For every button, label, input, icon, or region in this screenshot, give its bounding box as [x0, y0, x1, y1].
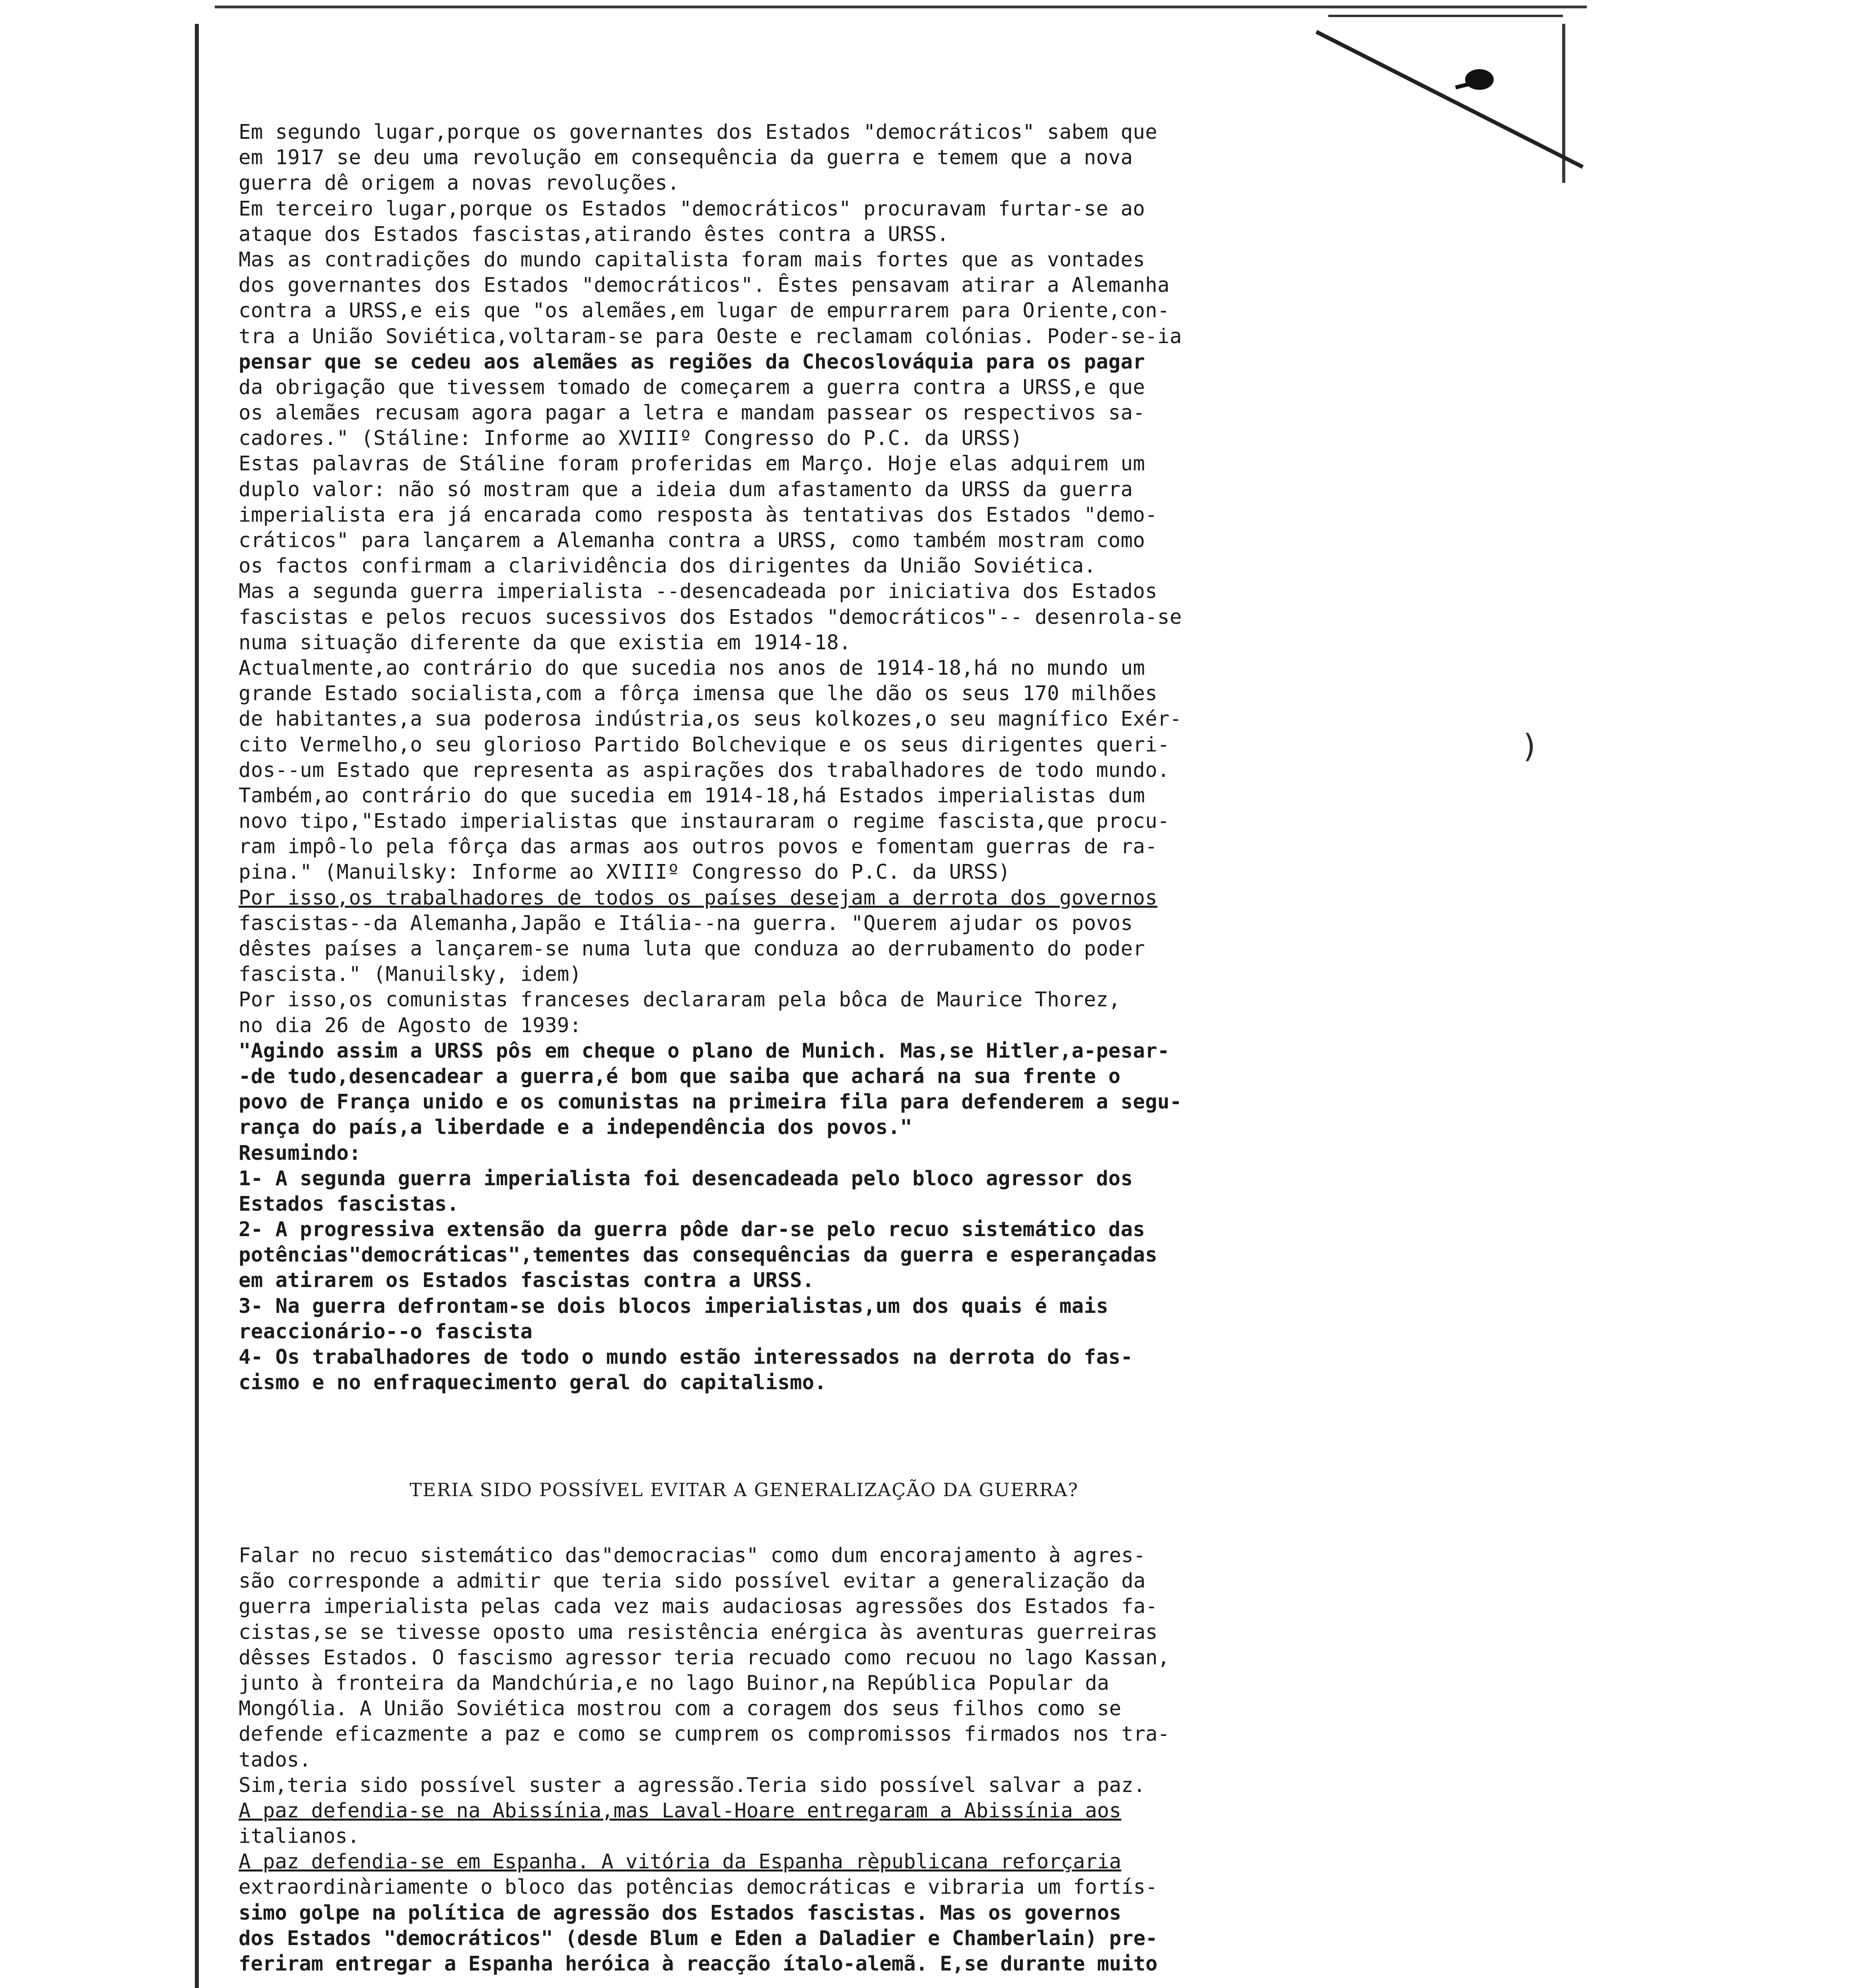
text-line: no dia 26 de Agosto de 1939: — [239, 1013, 582, 1037]
text-line: Estados fascistas. — [239, 1192, 459, 1215]
text-line: Falar no recuo sistemático das"democracias" como dum encorajamento à agres- — [239, 1543, 1146, 1567]
text-line: grande Estado socialista,com a fôrça imensa que lhe dão os seus 170 milhões — [239, 681, 1158, 705]
text-line: dos governantes dos Estados "democráticos". Êstes pensavam atirar a Alemanha — [239, 273, 1170, 297]
section-heading: TERIA SIDO POSSÍVEL EVITAR A GENERALIZAÇÃO DA GUERRA? — [410, 1479, 1079, 1501]
text-line: extraordinàriamente o bloco das potências democráticas e vibraria um fortís- — [239, 1875, 1158, 1899]
text-line: cistas,se se tivesse oposto uma resistência enérgica às aventuras guerreiras — [239, 1620, 1158, 1644]
text-line: os factos confirmam a clarividência dos dirigentes da União Soviética. — [239, 554, 1096, 578]
text-line: cráticos" para lançarem a Alemanha contra a URSS, como também mostram como — [239, 528, 1145, 552]
text-line: "Agindo assim a URSS pôs em cheque o plano de Munich. Mas,se Hitler,a-pesar- — [239, 1039, 1170, 1062]
text-line: feriram entregar a Espanha heróica à reacção ítalo-alemã. E,se durante muito — [239, 1952, 1158, 1975]
text-line: cismo e no enfraquecimento geral do capitalismo. — [239, 1371, 827, 1394]
text-line: ataque dos Estados fascistas,atirando êstes contra a URSS. — [239, 222, 949, 246]
text-line: Em segundo lugar,porque os governantes dos Estados "democráticos" sabem que — [239, 120, 1158, 144]
text-line: Actualmente,ao contrário do que sucedia nos anos de 1914-18,há no mundo um — [239, 656, 1145, 679]
text-line: numa situação diferente da que existia em 1914-18. — [239, 630, 851, 654]
text-line: da obrigação que tivessem tomado de começarem a guerra contra a URSS,e que — [239, 375, 1145, 399]
text-line-underlined: A paz defendia-se na Abissínia,mas Laval-Hoare entregaram a Abissínia aos — [239, 1798, 1121, 1822]
page-edge-left — [195, 24, 199, 1988]
text-line: os alemães recusam agora pagar a letra e mandam passear os respectivos sa- — [239, 401, 1145, 425]
text-line: tados. — [239, 1747, 311, 1771]
text-line-underlined: Por isso,os trabalhadores de todos os países desejam a derrota dos governos — [239, 885, 1158, 909]
text-line: povo de França unido e os comunistas na primeira fila para defenderem a segu- — [239, 1090, 1182, 1114]
text-line: pina." (Manuilsky: Informe ao XVIIIº Congresso do P.C. da URSS) — [239, 860, 1011, 884]
text-line: dos Estados "democráticos" (desde Blum e Eden a Daladier e Chamberlain) pre- — [239, 1926, 1158, 1950]
text-line: Mas as contradições do mundo capitalista foram mais fortes que as vontades — [239, 247, 1145, 271]
text-line: fascistas--da Alemanha,Japão e Itália--na guerra. "Querem ajudar os povos — [239, 911, 1133, 935]
text-line: Resumindo: — [239, 1141, 361, 1165]
text-line: dêstes países a lançarem-se numa luta que conduza ao derrubamento do poder — [239, 937, 1145, 960]
text-line: -de tudo,desencadear a guerra,é bom que saiba que achará na sua frente o — [239, 1064, 1121, 1088]
text-line: Sim,teria sido possível suster a agressão.Teria sido possível salvar a paz. — [239, 1773, 1146, 1797]
text-line: em 1917 se deu uma revolução em consequência da guerra e temem que a nova — [239, 146, 1133, 169]
text-line: guerra dê origem a novas revoluções. — [239, 171, 680, 195]
text-line: novo tipo,"Estado imperialistas que instauraram o regime fascista,que procu- — [239, 809, 1170, 833]
text-line: italianos. — [239, 1824, 360, 1848]
text-line: Mongólia. A União Soviética mostrou com a coragem dos seus filhos como se — [239, 1697, 1121, 1720]
text-line: pensar que se cedeu aos alemães as regiões da Checoslováquia para os pagar — [239, 349, 1145, 373]
text-line: cito Vermelho,o seu glorioso Partido Bolchevique e os seus dirigentes queri- — [239, 732, 1170, 756]
text-line: potências"democráticas",tementes das consequências da guerra e esperançadas — [239, 1243, 1158, 1267]
text-line: Em terceiro lugar,porque os Estados "democráticos" procuravam furtar-se ao — [239, 196, 1145, 220]
text-line: Mas a segunda guerra imperialista --desencadeada por iniciativa dos Estados — [239, 579, 1158, 603]
text-line: Estas palavras de Stáline foram proferidas em Março. Hoje elas adquirem um — [239, 452, 1145, 476]
text-line: defende eficazmente a paz e como se cumprem os compromissos firmados nos tra- — [239, 1722, 1170, 1746]
text-line: simo golpe na política de agressão dos Estados fascistas. Mas os governos — [239, 1901, 1121, 1924]
text-line: fascistas e pelos recuos sucessivos dos Estados "democráticos"-- desenrola-se — [239, 605, 1182, 629]
text-line: dos--um Estado que representa as aspirações dos trabalhadores de todo mundo. — [239, 758, 1170, 782]
text-line: ram impô-lo pela fôrça das armas aos outros povos e fomentam guerras de ra- — [239, 835, 1158, 858]
text-line: 1- A segunda guerra imperialista foi desencadeada pelo bloco agressor dos — [239, 1166, 1133, 1190]
text-line: imperialista era já encarada como resposta às tentativas dos Estados "demo- — [239, 503, 1158, 526]
text-line: junto à fronteira da Mandchúria,e no lago Buinor,na República Popular da — [239, 1671, 1110, 1695]
text-line: rança do país,a liberdade e a independência dos povos." — [239, 1115, 913, 1139]
text-line: cadores." (Stáline: Informe ao XVIIIº Congresso do P.C. da URSS) — [239, 426, 1023, 450]
text-line: em atirarem os Estados fascistas contra a URSS. — [239, 1268, 814, 1292]
text-line: 3- Na guerra defrontam-se dois blocos imperialistas,um dos quais é mais — [239, 1294, 1109, 1318]
text-line: Por isso,os comunistas franceses declararam pela bôca de Maurice Thorez, — [239, 988, 1121, 1011]
text-line: tra a União Soviética,voltaram-se para Oeste e reclamam colónias. Poder-se-ia — [239, 324, 1182, 348]
text-line: fascista." (Manuilsky, idem) — [239, 962, 582, 986]
text-line: reaccionário--o fascista — [239, 1319, 533, 1343]
text-line: guerra imperialista pelas cada vez mais audaciosas agressões dos Estados fa- — [239, 1594, 1158, 1618]
text-line: 2- A progressiva extensão da guerra pôde dar-se pelo recuo sistemático das — [239, 1217, 1145, 1241]
text-line: duplo valor: não só mostram que a ideia dum afastamento da URSS da guerra — [239, 477, 1133, 501]
text-line-underlined: A paz defendia-se em Espanha. A vitória da Espanha rèpublicana reforçaria — [239, 1850, 1121, 1873]
text-line: são corresponde a admitir que teria sido possível evitar a generalização da — [239, 1569, 1146, 1593]
margin-bracket-mark: ) — [1523, 728, 1536, 765]
text-line: dêsses Estados. O fascismo agressor teria recuado como recuou no lago Kassan, — [239, 1645, 1170, 1669]
text-line: 4- Os trabalhadores de todo o mundo estão interessados na derrota do fas- — [239, 1345, 1133, 1369]
text-line: de habitantes,a sua poderosa indústria,os seus kolkozes,o seu magnífico Exér- — [239, 707, 1182, 731]
text-line: Também,ao contrário do que sucedia em 1914-18,há Estados imperialistas dum — [239, 783, 1145, 807]
text-line: contra a URSS,e eis que "os alemães,em lugar de empurrarem para Oriente,con- — [239, 299, 1170, 322]
document-body-second-section — [239, 1543, 1495, 1976]
